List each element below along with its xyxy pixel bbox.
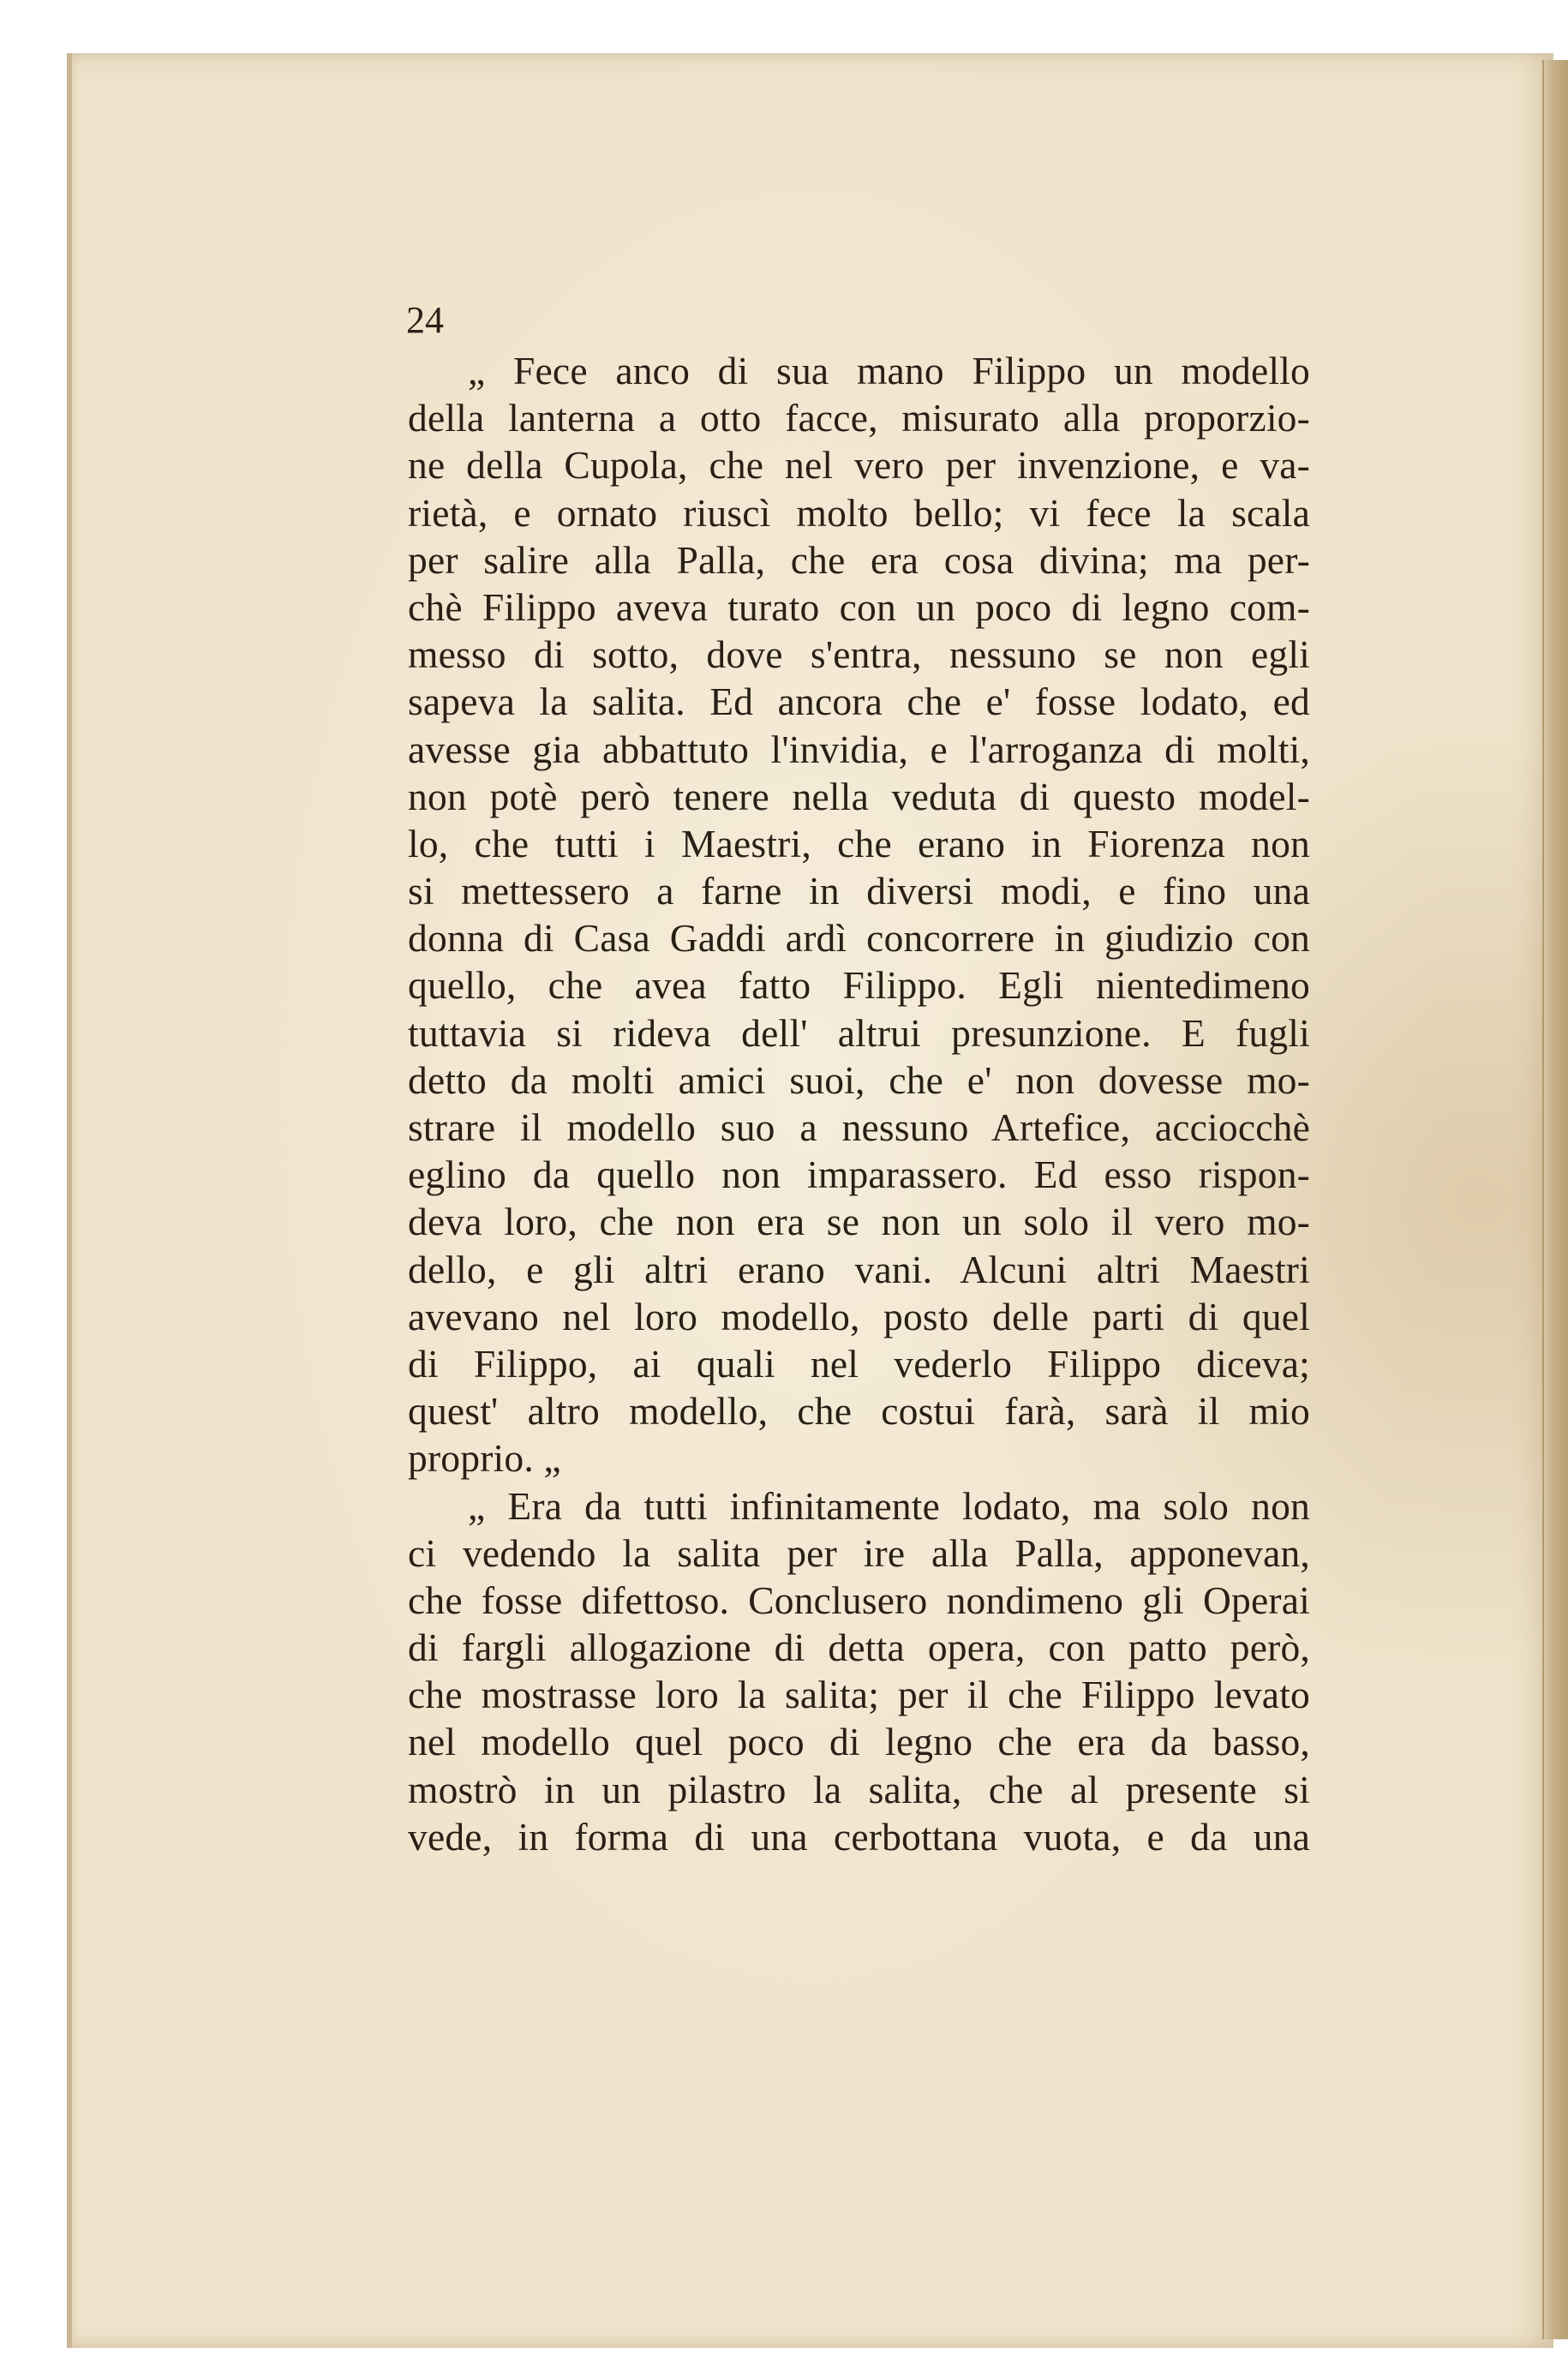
- paragraph-1: [408, 347, 1310, 1482]
- text-line: mostrò in un pilastro la salita, che al presente si: [408, 1767, 1310, 1811]
- text-line: della lanterna a otto facce, misurato alla proporzio-: [408, 396, 1310, 440]
- text-line: avevano nel loro modello, posto delle parti di quel: [408, 1294, 1310, 1338]
- text-line: di fargli allogazione di detta opera, con patto però,: [408, 1626, 1310, 1670]
- text-line: chè Filippo aveva turato con un poco di legno com-: [408, 584, 1310, 629]
- text-line: tuttavia si rideva dell' altrui presunzione. E fugli: [408, 1010, 1310, 1055]
- text-line: dello, e gli altri erano vani. Alcuni altri Maestri: [408, 1247, 1310, 1291]
- page-number: 24: [406, 299, 444, 341]
- text-line: strare il modello suo a nessuno Artefice, acciocchè: [408, 1105, 1310, 1149]
- text-line: rietà, e ornato riuscì molto bello; vi fece la scala: [408, 490, 1310, 535]
- text-line: proprio. „: [408, 1436, 561, 1481]
- text-line: nel modello quel poco di legno che era da basso,: [408, 1720, 1310, 1764]
- text-line: „ Era da tutti infinitamente lodato, ma solo non: [468, 1483, 1310, 1528]
- text-line: di Filippo, ai quali nel vederlo Filippo diceva;: [408, 1341, 1310, 1386]
- paragraph-2: [408, 1482, 1310, 1861]
- text-line: per salire alla Palla, che era cosa divina; ma per-: [408, 537, 1310, 582]
- text-line: donna di Casa Gaddi ardì concorrere in giudizio con: [408, 916, 1310, 961]
- text-line: non potè però tenere nella veduta di questo model-: [408, 774, 1310, 818]
- paper-left-edge: [67, 53, 72, 2348]
- text-line: quest' altro modello, che costui farà, sarà il mio: [408, 1389, 1310, 1434]
- text-line: ne della Cupola, che nel vero per invenzione, e va-: [408, 443, 1310, 488]
- text-line: ci vedendo la salita per ire alla Palla, apponevan,: [408, 1530, 1310, 1575]
- text-line: lo, che tutti i Maestri, che erano in Fiorenza non: [408, 821, 1310, 865]
- paper-right-edge: [1542, 60, 1568, 2339]
- body-text: [408, 347, 1310, 1860]
- text-line: si mettessero a farne in diversi modi, e fino una: [408, 869, 1310, 913]
- text-line: quello, che avea fatto Filippo. Egli nientedimeno: [408, 963, 1310, 1008]
- text-line: che mostrasse loro la salita; per il che Filippo levato: [408, 1673, 1310, 1717]
- text-line: „ Fece anco di sua mano Filippo un modello: [468, 349, 1310, 392]
- text-line: detto da molti amici suoi, che e' non dovesse mo-: [408, 1057, 1310, 1102]
- text-line: deva loro, che non era se non un solo il vero mo-: [408, 1200, 1310, 1244]
- text-line: vede, in forma di una cerbottana vuota, e da una: [408, 1814, 1310, 1859]
- text-line: avesse gia abbattuto l'invidia, e l'arroganza di molti,: [408, 727, 1310, 771]
- text-line: che fosse difettoso. Conclusero nondimeno gli Operai: [408, 1578, 1310, 1622]
- text-line: eglino da quello non imparassero. Ed esso rispon-: [408, 1153, 1310, 1197]
- text-line: messo di sotto, dove s'entra, nessuno se non egli: [408, 632, 1310, 677]
- text-line: sapeva la salita. Ed ancora che e' fosse lodato, ed: [408, 680, 1310, 724]
